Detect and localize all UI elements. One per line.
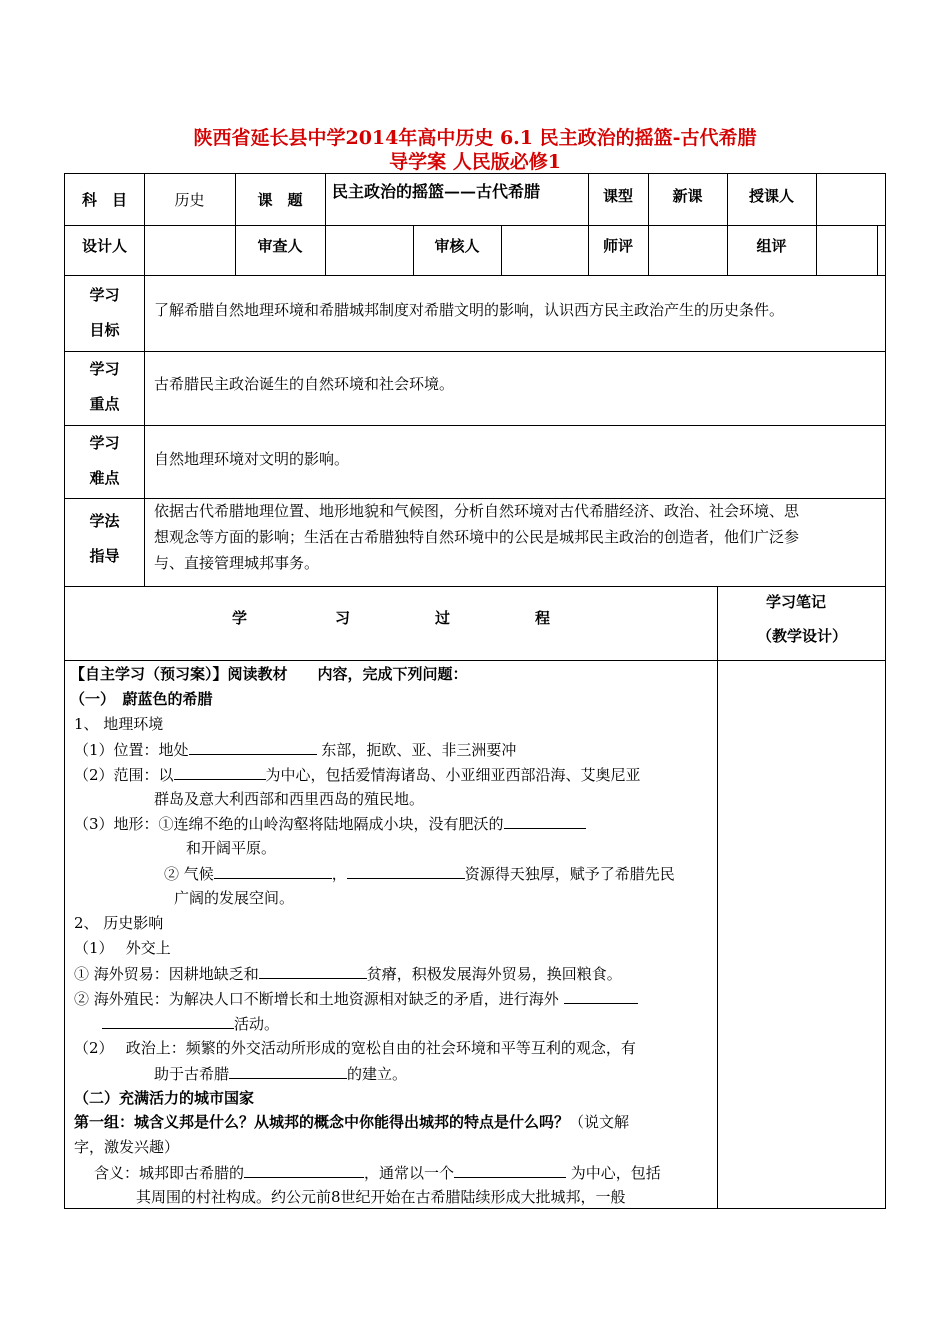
process-char-4: 程 [535, 609, 551, 627]
process-char-2: 习 [335, 609, 351, 627]
key-point-label-1: 学习 [89, 360, 120, 378]
teacher-review-label: 师评 [602, 236, 633, 255]
key-point-label-2: 重点 [89, 395, 120, 413]
auditor-label: 审核人 [434, 236, 480, 255]
objective-content: 了解希腊自然地理环境和希腊城邦制度对希腊文明的影响，认识西方民主政治产生的历史条件。 [154, 301, 785, 319]
document-title-line1: 陕西省延长县中学2014年高中历史 6.1 民主政治的摇篮-古代希腊 [193, 127, 757, 149]
geo-env-heading: 1、 地理环境 [74, 715, 164, 733]
self-study-heading: 【自主学习（预习案）】阅读教材 内容，完成下列问题： [70, 665, 468, 683]
group-1-question-2: 字，激发兴趣） [74, 1138, 180, 1156]
designer-label: 设计人 [81, 236, 127, 255]
section-1-heading: （一） 蔚蓝色的希腊 [70, 690, 213, 708]
range-line: （2）范围：以 为中心，包括爱情海诸岛、小亚细亚西部沿海、艾奥尼亚 [74, 766, 641, 784]
document-title-line2: 导学案 人民版必修1 [389, 151, 561, 173]
subject-label: 科 目 [81, 190, 127, 209]
method-content: 依据古代希腊地理位置、地形地貌和气候图，分析自然环境对古代希腊经济、政治、社会环境、思 想观念等方面的影响；生活在古希腊独特自然环境中的公民是城邦民主政治的创造者，他们广泛参 与、直接管理城邦事务。 [154, 502, 800, 572]
difficulty-label-1: 学习 [89, 434, 120, 452]
politics-line: （2） 政治上：频繁的外交活动所形成的宽松自由的社会环境和平等互利的观念，有 [74, 1039, 636, 1057]
teacher-label: 授课人 [748, 186, 794, 205]
climate-line: ② 气候 ， 资源得天独厚，赋予了希腊先民 [164, 865, 675, 883]
topic-value: 民主政治的摇篮——古代希腊 [332, 182, 541, 201]
subject-value: 历史 [174, 190, 205, 209]
difficulty-label-2: 难点 [89, 469, 120, 487]
group-1-question: 第一组：城含义邦是什么？从城邦的概念中你能得出城邦的特点是什么吗？（说文解 [74, 1113, 630, 1131]
process-char-1: 学 [232, 609, 248, 627]
notes-subtitle: （教学设计） [757, 627, 848, 645]
terrain-line-2: 和开阔平原。 [186, 839, 277, 857]
type-value: 新课 [672, 186, 703, 205]
objective-label-2: 目标 [89, 321, 120, 339]
definition-line-2: 其周围的村社构成。约公元前8世纪开始在古希腊陆续形成大批城邦，一般 [136, 1188, 626, 1206]
diplomacy-heading: （1） 外交上 [74, 939, 171, 957]
process-char-3: 过 [435, 609, 451, 627]
range-line-2: 群岛及意大利西部和西里西岛的殖民地。 [154, 790, 425, 808]
type-label: 课型 [602, 186, 633, 205]
politics-line-2: 助于古希腊 的建立。 [154, 1065, 408, 1083]
key-point-content: 古希腊民主政治诞生的自然环境和社会环境。 [154, 375, 455, 393]
history-impact-heading: 2、 历史影响 [74, 914, 164, 932]
colony-line: ② 海外殖民：为解决人口不断增长和土地资源相对缺乏的矛盾，进行海外 [74, 988, 638, 1009]
location-line: （1）位置：地处 东部，扼欧、亚、非三洲要冲 [74, 741, 517, 759]
definition-line: 含义：城邦即古希腊的 ，通常以一个 为中心，包括 [94, 1164, 661, 1182]
method-label-1: 学法 [89, 512, 120, 530]
notes-title: 学习笔记 [766, 593, 827, 611]
objective-label-1: 学习 [89, 286, 120, 304]
colony-line-2: 活动。 [102, 1013, 279, 1034]
difficulty-content: 自然地理环境对文明的影响。 [154, 450, 350, 468]
topic-label: 课 题 [257, 190, 303, 209]
method-label-2: 指导 [89, 547, 120, 565]
trade-line: ① 海外贸易：因耕地缺乏和 贫瘠，积极发展海外贸易，换回粮食。 [74, 965, 622, 983]
terrain-line: （3）地形：①连绵不绝的山岭沟壑将陆地隔成小块，没有肥沃的 [74, 813, 586, 834]
reviewer-label: 审查人 [257, 236, 303, 255]
section-2-heading: （二）充满活力的城市国家 [74, 1089, 255, 1107]
climate-line-2: 广阔的发展空间。 [174, 889, 295, 907]
group-review-label: 组评 [756, 236, 787, 255]
